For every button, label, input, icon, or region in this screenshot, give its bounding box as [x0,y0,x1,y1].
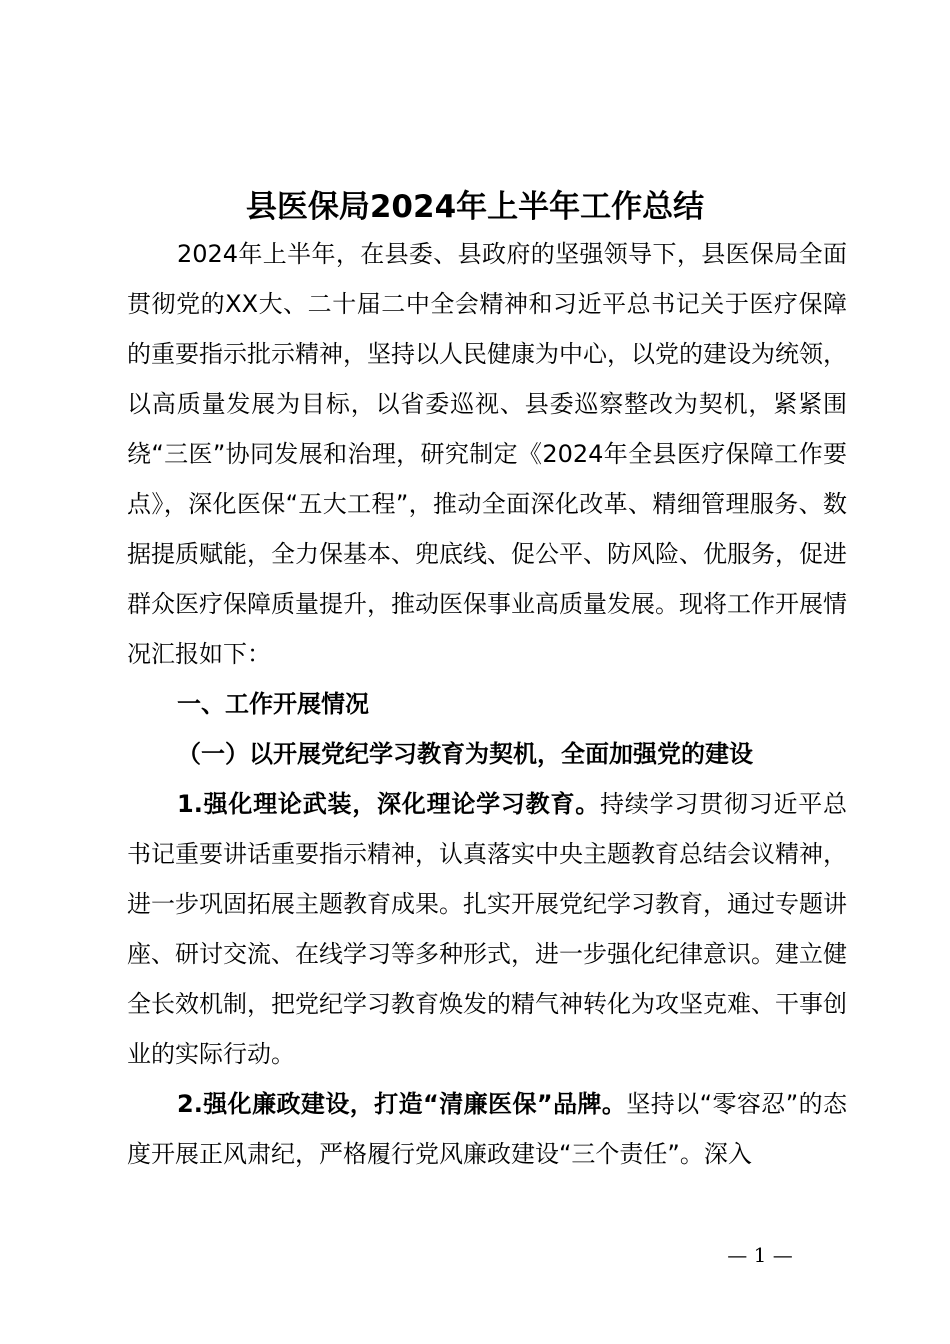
page-number: — 1 — [727,1243,793,1267]
document-title: 县医保局2024年上半年工作总结 [245,189,705,225]
section-heading: 一、工作开展情况 [177,690,369,718]
item-1-text: 持续学习贯彻习近平总书记重要讲话重要指示精神，认真落实中央主题教育总结会议精神，进一步巩固拓展主题教育成果。扎实开展党纪学习教育，通过专题讲座、研讨交流、在线学习等多种形式，进一步强化纪律意识。建立健全长效机制，把党纪学习教育焕发的精气神转化为攻坚克难、干事创业的实际行动。 [127,790,847,1068]
item-1-lead: 1.强化理论武装，深化理论学习教育。 [177,790,601,818]
subsection-heading: （一）以开展党纪学习教育为契机，全面加强党的建设 [177,740,753,768]
item-1-paragraph [127,779,847,1079]
intro-paragraph: 2024年上半年，在县委、县政府的坚强领导下，县医保局全面贯彻党的XX大、二十届二中全会精神和习近平总书记关于医疗保障的重要指示批示精神，坚持以人民健康为中心，以党的建设为统领，以高质量发展为目标，以省委巡视、县委巡察整改为契机，紧紧围绕“三医”协同发展和治理，研究制定《2024年全县医疗保障工作要点》，深化医保“五大工程”，推动全面深化改革、精细管理服务、数据提质赋能，全力保基本、兜底线、促公平、防风险、优服务，促进群众医疗保障质量提升，推动医保事业高质量发展。现将工作开展情况汇报如下： [127,240,847,668]
document-body [127,229,847,1179]
item-2-lead: 2.强化廉政建设，打造“清廉医保”品牌。 [177,1090,627,1118]
item-2-text: 坚持以“零容忍”的态度开展正风肃纪，严格履行党风廉政建设“三个责任”。深入 [127,1090,847,1168]
item-2-paragraph [127,1079,847,1179]
